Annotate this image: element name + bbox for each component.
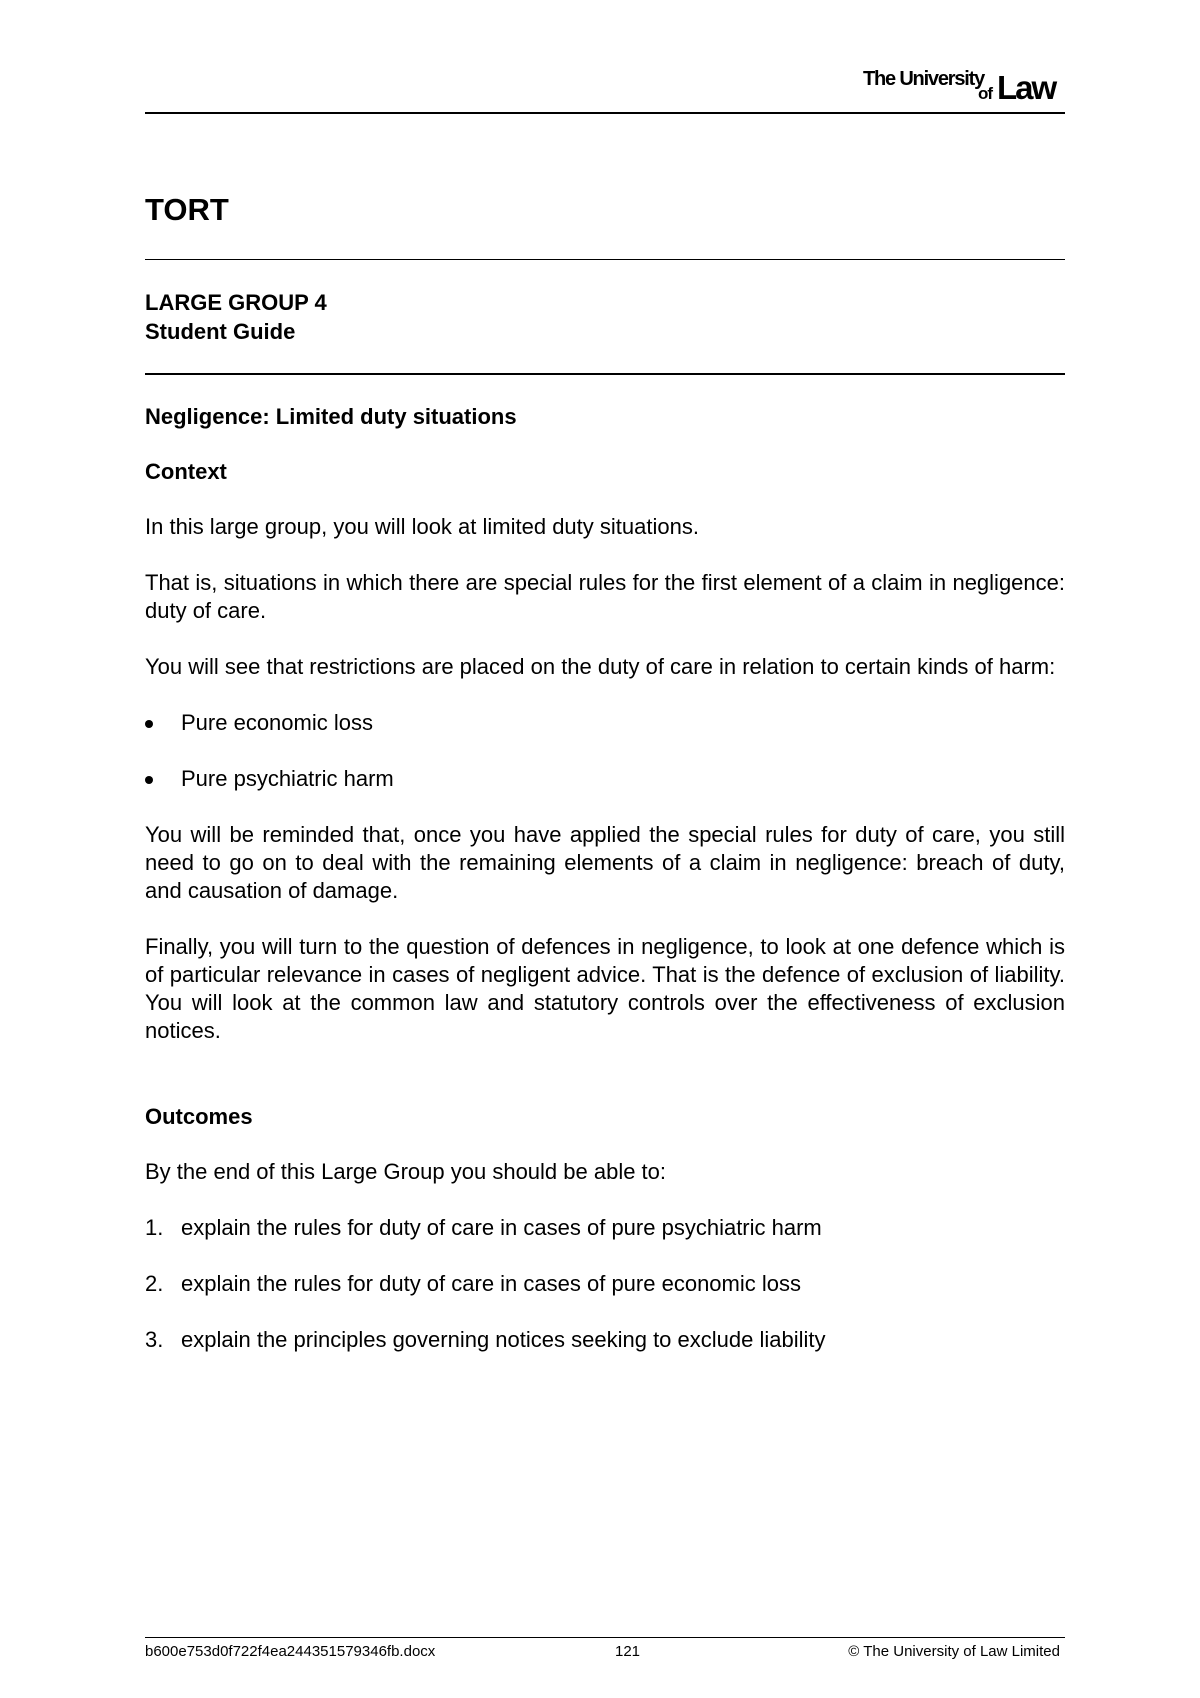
footer-copyright: © The University of Law Limited — [848, 1643, 1060, 1660]
topic-heading: Negligence: Limited duty situations — [145, 404, 517, 429]
list-item-text: Pure psychiatric harm — [181, 766, 394, 791]
list-item — [145, 1214, 1065, 1242]
student-guide-label: Student Guide — [145, 319, 296, 344]
list-item-text: explain the rules for duty of care in cases of pure economic loss — [181, 1271, 801, 1296]
logo-text-law: Law — [997, 69, 1056, 106]
title-divider — [145, 259, 1065, 260]
list-number: 1. — [145, 1215, 164, 1240]
context-paragraph: In this large group, you will look at limited duty situations. — [145, 514, 699, 539]
document-title: TORT — [145, 192, 229, 227]
context-paragraph: That is, situations in which there are special rules for the first element of a claim in negligence: duty of care. — [145, 570, 1065, 623]
list-item — [145, 765, 1065, 793]
header-rule — [145, 112, 1065, 114]
bullet-icon — [145, 720, 153, 728]
context-paragraph: Finally, you will turn to the question of defences in negligence, to look at one defence which is of particular relevance in cases of negligent advice. That is the defence of exclusion of liability. You will look at the common law and statutory controls over the effectiveness of exclusion notices. — [145, 934, 1065, 1043]
bullet-icon — [145, 776, 153, 784]
session-subheading — [145, 288, 327, 346]
footer-page-number: 121 — [615, 1643, 641, 1660]
list-item-text: Pure economic loss — [181, 710, 373, 735]
section-spacer — [145, 1073, 1065, 1103]
footer-rule — [145, 1637, 1065, 1638]
list-item — [145, 1326, 1065, 1354]
outcomes-heading: Outcomes — [145, 1104, 253, 1129]
outcomes-intro: By the end of this Large Group you should be able to: — [145, 1159, 667, 1184]
context-paragraph: You will be reminded that, once you have applied the special rules for duty of care, you still need to go on to deal with the remaining elements of a claim in negligence: breach of duty, and causation of damage. — [145, 822, 1065, 903]
list-item-text: explain the principles governing notices seeking to exclude liability — [181, 1327, 826, 1352]
context-paragraph: You will see that restrictions are placed on the duty of care in relation to certain kinds of harm: — [145, 654, 1056, 679]
document-page — [145, 0, 1065, 1698]
harm-types-list — [145, 709, 1065, 793]
list-number: 3. — [145, 1327, 164, 1352]
list-item — [145, 1270, 1065, 1298]
logo-text-the-university: The University — [863, 68, 985, 90]
document-body — [145, 403, 1065, 1382]
university-logo — [855, 66, 1065, 106]
list-number: 2. — [145, 1271, 164, 1296]
list-item — [145, 709, 1065, 737]
context-heading: Context — [145, 459, 227, 484]
footer-filename: b600e753d0f722f4ea244351579346fb.docx — [145, 1643, 436, 1660]
large-group-label: LARGE GROUP 4 — [145, 290, 327, 315]
subheading-divider — [145, 373, 1065, 375]
logo-text-of: of — [978, 84, 993, 103]
outcomes-list — [145, 1214, 1065, 1354]
list-item-text: explain the rules for duty of care in cases of pure psychiatric harm — [181, 1215, 822, 1240]
